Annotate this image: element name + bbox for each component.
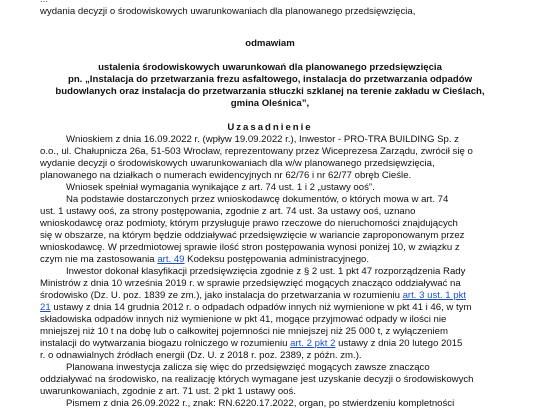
decision-line-3: gmina Oleśnica”, <box>230 98 310 109</box>
link-art-3-ust-1-pkt[interactable]: art. 3 ust. 1 pkt <box>402 290 467 301</box>
body-line-8: się w obszarze, na którym będzie oddziaływać przedsięwzięcie w wariancie zaproponowanym przez <box>40 230 465 241</box>
body-line-16: mniejszej niż 10 t na dobę lub o całkowitej pojemności nie mniejszej niż 25 000 t, z wyłączeniem <box>40 326 448 337</box>
section-heading: Uzasadnienie <box>227 122 313 133</box>
body-line-6: ust. 1 ustawy ooś, za strony postępowania, zgodnie z art. 74 ust. 3a ustawy ooś, uznano <box>40 206 416 217</box>
link-art-49[interactable]: art. 49 <box>157 254 185 265</box>
body-line-17: instalacji do wytwarzania biogazu rolniczego w rozumieniu art. 2 pkt 2 ustawy z dnia 20 lutego 2015 <box>40 338 463 349</box>
body-line-21: uwarunkowaniach, zgodnie z art. 71 ust. 2 pkt 1 ustawy ooś. <box>40 386 296 397</box>
decision-line-0: ustalenia środowiskowych uwarunkowań dla planowanego przedsięwzięcia <box>98 62 442 73</box>
body-line-22: Pismem z dnia 26.09.2022 r., znak: RN.6220.17.2022, organ, po stwierdzeniu kompletności <box>66 398 455 409</box>
link-art-2-pkt-2[interactable]: art. 2 pkt 2 <box>290 338 336 349</box>
body-line-7: wnioskodawcę oraz podmioty, którym przysługuje prawo rzeczowe do nieruchomości znajdujących <box>40 218 458 229</box>
body-line-12: Ministrów z dnia 10 września 2019 r. w sprawie przedsięwzięć mogących znacząco oddziaływać na <box>40 278 461 289</box>
decision-word: odmawiam <box>245 38 295 49</box>
body-line-15: składowiska odpadów innych niż wymienione w pkt 41, mogące przyjmować odpady w ilości nie <box>40 314 447 325</box>
body-line-0: Wnioskiem z dnia 16.09.2022 r. (wpływ 19.09.2022 r.), Inwestor - PRO-TRA BUILDING Sp. z <box>66 134 459 145</box>
body-line-11: Inwestor dokonał klasyfikacji przedsięwzięcia zgodnie z § 2 ust. 1 pkt 47 rozporządzenia Rady <box>66 266 466 277</box>
body-line-4: Wniosek spełniał wymagania wynikające z art. 74 ust. 1 i 2 „ustawy ooś”. <box>66 182 375 193</box>
body-line-14: 21 ustawy z dnia 14 grudnia 2012 r. o odpadach odpadów innych niż wymienione w pkt 41 i 46, w tym <box>40 302 472 313</box>
body-line-20: oddziaływać na środowisko, na realizację których wymagane jest uzyskanie decyzji o środowiskowych <box>40 374 474 385</box>
body-line-13: środowisko (Dz. U. poz. 1839 ze zm.), jako instalacja do przetwarzania w rozumieniu art. 3 ust. 1 pkt <box>40 290 467 301</box>
top-text-line-1: wydania decyzji o środowiskowych uwarunkowaniach dla planowanego przedsięwzięcia, <box>40 6 416 17</box>
body-line-18: r. o odnawialnych źródłach energii (Dz. U. z 2018 r. poz. 2389, z późn. zm.). <box>40 350 362 361</box>
body-line-2: wydanie decyzji o środowiskowych uwarunkowaniach dla w/w planowanego przedsięwzięcia, <box>40 158 435 169</box>
body-line-3: planowanego na działkach o numerach ewidencyjnych nr 62/76 i nr 62/77 obręb Cieśle. <box>40 170 412 181</box>
link-pkt-21[interactable]: 21 <box>40 302 51 313</box>
body-line-1: o.o., ul. Chałupnicza 26a, 51-503 Wrocław, reprezentowany przez Wiceprezesa Zarządu, zwrócił się o <box>40 146 473 157</box>
body-line-19: Planowana inwestycja zalicza się więc do przedsięwzięć mogących zawsze znacząco <box>66 362 430 373</box>
body-line-9: wnioskodawcę. W przedmiotowej sprawie ilość stron postępowania wynosi poniżej 10, w związku z <box>40 242 460 253</box>
decision-line-1: pn. „Instalacja do przetwarzania frezu asfaltowego, instalacja do przetwarzania odpadów <box>67 74 473 85</box>
decision-line-2: budowlanych oraz instalacja do przetwarzania stłuczki szklanej na terenie zakładu w Cieślach, <box>55 86 485 97</box>
body-line-10: czym nie ma zastosowania art. 49 Kodeksu postępowania administracyjnego. <box>40 254 370 265</box>
body-line-5: Na podstawie dostarczonych przez wnioskodawcę dokumentów, o których mowa w art. 74 <box>66 194 449 205</box>
